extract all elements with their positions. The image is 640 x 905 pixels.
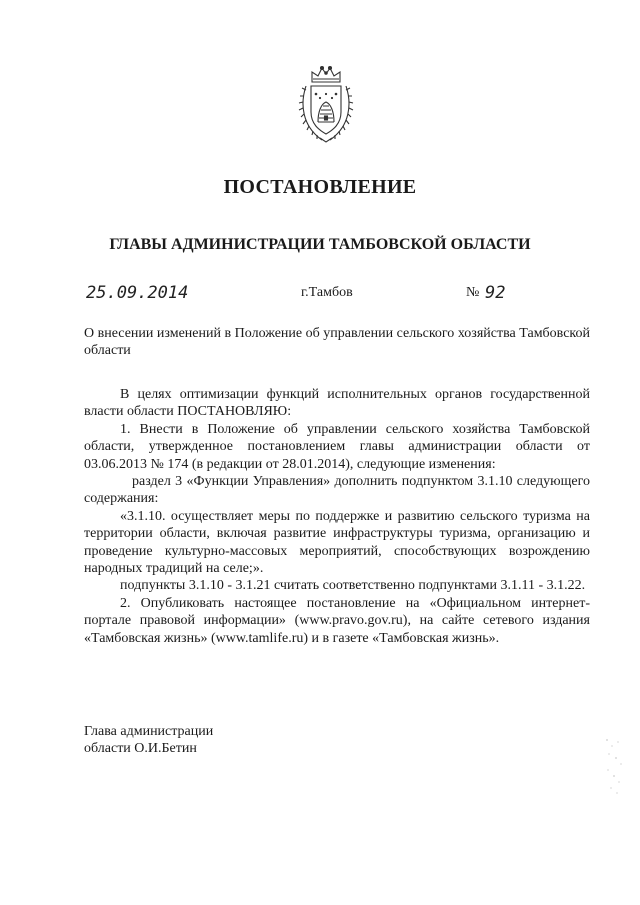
paragraph-renumber: подпункты 3.1.10 - 3.1.21 считать соответственно подпунктами 3.1.11 - 3.1.22. <box>120 578 586 594</box>
document-subject: О внесении изменений в Положение об управлении сельского хозяйства Тамбовской области <box>84 326 590 358</box>
signature-position: Глава администрации <box>84 724 214 739</box>
number-label: № <box>466 285 480 300</box>
paragraph-preamble: В целях оптимизации функций исполнительных органов государственной власти области ПОСТАНОВЛЯЮ: <box>84 387 590 420</box>
signature-block <box>84 723 213 757</box>
paragraph-item-2: 2. Опубликовать настоящее постановление на «Официальном интернет-портале правовой информации» (www.pravo.gov.ru), на сайте сетевого издания «Тамбовская жизнь» (www.tamlife.ru) и в газете «Тамбовская жизнь». <box>84 595 590 646</box>
paragraph-quote-3-1-10: «3.1.10. осуществляет меры по поддержке и развитию сельского туризма на территории области, включая развитие инфраструктуры туризма, организацию и проведение культурно-массовых мероприятий, способствующих возрождению народных традиций на селе;». <box>84 508 590 577</box>
document-body <box>84 386 590 647</box>
document-title: ПОСТАНОВЛЕНИЕ <box>223 176 417 198</box>
paragraph-section-3: раздел 3 «Функции Управления» дополнить подпунктом 3.1.10 следующего содержания: <box>84 474 590 507</box>
city-name: г.Тамбов <box>301 285 353 300</box>
scan-specks <box>604 736 624 796</box>
handwritten-date: 25.09.2014 <box>86 283 189 303</box>
signature-name: области О.И.Бетин <box>84 741 197 756</box>
handwritten-number: 92 <box>485 283 506 303</box>
paragraph-item-1: 1. Внести в Положение об управлении сельского хозяйства Тамбовской области, утвержденное постановлением главы администрации области от 03.06.2013 № 174 (в редакции от 28.01.2014), следующие изменения: <box>84 421 590 472</box>
coat-of-arms-icon <box>298 64 354 144</box>
document-subtitle: ГЛАВЫ АДМИНИСТРАЦИИ ТАМБОВСКОЙ ОБЛАСТИ <box>109 236 531 253</box>
